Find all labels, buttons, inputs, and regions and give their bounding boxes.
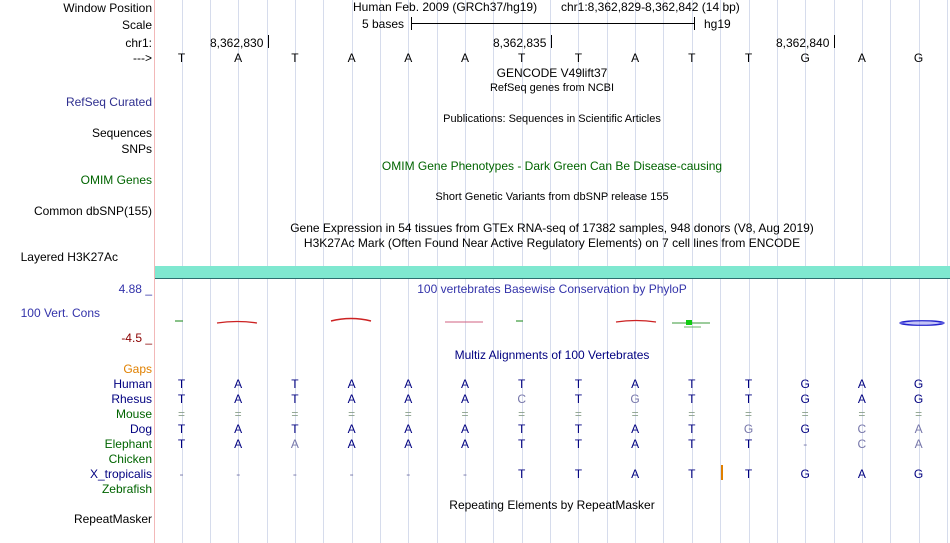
aligned-base: G xyxy=(913,392,924,406)
species-label-elephant[interactable]: Elephant xyxy=(104,437,152,451)
common-dbsnp-label[interactable]: Common dbSNP(155) xyxy=(33,204,152,218)
aligned-base: T xyxy=(744,377,753,391)
aligned-base: C xyxy=(857,437,867,451)
scale-db-text: hg19 xyxy=(704,17,731,31)
coord-label-1: 8,362,830 xyxy=(210,36,264,50)
aligned-base: T xyxy=(574,437,583,451)
aligned-base: T xyxy=(688,437,696,451)
reference-base: A xyxy=(347,51,356,65)
aligned-base: A xyxy=(347,392,356,406)
omim-track-title[interactable]: OMIM Gene Phenotypes - Dark Green Can Be Disease-causing xyxy=(381,159,723,173)
aligned-base: A xyxy=(914,437,923,451)
track-label-panel xyxy=(0,0,154,543)
aligned-base: = xyxy=(177,407,185,421)
aligned-base: A xyxy=(347,437,356,451)
multiz-track-title[interactable]: Multiz Alignments of 100 Vertebrates xyxy=(454,348,650,362)
aligned-base: A xyxy=(234,437,243,451)
reference-base: A xyxy=(460,51,469,65)
aligned-base: A xyxy=(857,377,866,391)
aligned-base: A xyxy=(347,422,356,436)
aligned-base: A xyxy=(914,422,923,436)
aligned-base: - xyxy=(292,467,297,481)
aligned-base: = xyxy=(291,407,299,421)
aligned-base: A xyxy=(631,437,640,451)
aligned-base: = xyxy=(348,407,356,421)
species-label-mouse[interactable]: Mouse xyxy=(115,407,152,421)
aligned-base: A xyxy=(234,392,243,406)
aligned-base: A xyxy=(460,437,469,451)
aligned-base: A xyxy=(460,422,469,436)
reference-base: T xyxy=(574,51,583,65)
species-label-human[interactable]: Human xyxy=(113,377,152,391)
aligned-base: C xyxy=(857,422,867,436)
aligned-base: G xyxy=(913,467,924,481)
aligned-base: G xyxy=(800,422,810,436)
aligned-base: A xyxy=(234,422,243,436)
strand-arrow-label[interactable]: ---> xyxy=(133,51,152,65)
aligned-base: - xyxy=(236,467,241,481)
aligned-base: C xyxy=(517,392,527,406)
reference-base: T xyxy=(518,51,526,65)
publications-track-title[interactable]: Publications: Sequences in Scientific Articles xyxy=(443,113,661,125)
aligned-base: T xyxy=(688,467,696,481)
coord-label-3: 8,362,840 xyxy=(776,36,830,50)
scale-bar xyxy=(411,23,695,24)
aligned-base: T xyxy=(177,377,186,391)
gencode-track-title[interactable]: GENCODE V49lift37 xyxy=(496,66,608,80)
aligned-base: = xyxy=(631,407,639,421)
dbsnp-track-title[interactable]: Short Genetic Variants from dbSNP release 155 xyxy=(435,191,669,203)
aligned-base: A xyxy=(857,467,866,481)
species-label-rhesus[interactable]: Rhesus xyxy=(111,392,152,406)
aligned-base: = xyxy=(801,407,809,421)
refseq-curated-label[interactable]: RefSeq Curated xyxy=(65,95,152,109)
aligned-base: T xyxy=(744,467,753,481)
coord-tick-2 xyxy=(551,35,552,48)
sequences-label[interactable]: Sequences xyxy=(91,126,152,140)
assembly-title: Human Feb. 2009 (GRCh37/hg19) xyxy=(353,0,538,14)
aligned-base: - xyxy=(406,467,411,481)
aligned-base: T xyxy=(574,392,583,406)
aligned-base: A xyxy=(631,467,640,481)
aligned-base: = xyxy=(574,407,582,421)
aligned-base: = xyxy=(234,407,242,421)
aligned-base: A xyxy=(404,392,413,406)
gtex-track-title[interactable]: Gene Expression in 54 tissues from GTEx RNA-seq of 17382 samples, 948 donors (V8, Aug 2019) xyxy=(290,221,814,235)
cons-min-label: -4.5 _ xyxy=(121,331,152,345)
aligned-base: A xyxy=(460,392,469,406)
aligned-base: T xyxy=(574,422,583,436)
reference-base: T xyxy=(688,51,696,65)
aligned-base: G xyxy=(743,422,754,436)
aligned-base: T xyxy=(574,377,583,391)
aligned-base: T xyxy=(177,422,186,436)
aligned-base: T xyxy=(688,377,696,391)
aligned-base: T xyxy=(744,392,753,406)
aligned-base: A xyxy=(347,377,356,391)
species-label-zebrafish[interactable]: Zebrafish xyxy=(101,482,152,496)
repeatmasker-label[interactable]: RepeatMasker xyxy=(73,512,152,526)
cons-max-label: 4.88 _ xyxy=(118,282,152,296)
aligned-base: = xyxy=(744,407,752,421)
aligned-base: A xyxy=(234,377,243,391)
h3k27ac-signal-bar[interactable] xyxy=(155,266,950,278)
scale-bar-left-cap xyxy=(411,17,412,30)
gaps-label[interactable]: Gaps xyxy=(123,362,152,376)
h3k27ac-baseline xyxy=(155,278,950,279)
reference-base: G xyxy=(913,51,924,65)
aligned-base: G xyxy=(800,392,810,406)
phylop-wiggle[interactable] xyxy=(155,310,950,332)
coord-tick-1 xyxy=(268,35,269,48)
aligned-base: - xyxy=(463,467,467,481)
aligned-base: = xyxy=(461,407,469,421)
aligned-base: T xyxy=(518,467,526,481)
phylop-track-title[interactable]: 100 vertebrates Basewise Conservation by PhyloP xyxy=(417,282,687,296)
aligned-base: T xyxy=(291,377,299,391)
reference-base: T xyxy=(177,51,186,65)
position-readout: chr1:8,362,829-8,362,842 (14 bp) xyxy=(561,0,740,14)
aligned-base: T xyxy=(177,392,186,406)
repeatmasker-track-title[interactable]: Repeating Elements by RepeatMasker xyxy=(449,498,655,512)
scale-bases-text: 5 bases xyxy=(362,17,405,31)
aligned-base: T xyxy=(574,467,583,481)
aligned-base: A xyxy=(460,377,469,391)
omim-genes-label[interactable]: OMIM Genes xyxy=(80,173,152,187)
chr-label: chr1: xyxy=(125,36,152,50)
reference-base: T xyxy=(744,51,753,65)
aligned-base: T xyxy=(688,392,696,406)
aligned-base: G xyxy=(913,377,924,391)
coord-tick-3 xyxy=(834,35,835,48)
aligned-base: A xyxy=(404,437,413,451)
aligned-base: = xyxy=(688,407,696,421)
reference-base: A xyxy=(857,51,866,65)
aligned-base: T xyxy=(291,392,299,406)
aligned-base: G xyxy=(800,467,810,481)
aligned-base: G xyxy=(800,377,810,391)
aligned-base: T xyxy=(518,377,526,391)
aligned-base: A xyxy=(404,377,413,391)
vert-cons-label[interactable]: 100 Vert. Cons xyxy=(20,306,100,320)
alignment-gap-marker xyxy=(721,465,723,480)
aligned-base: T xyxy=(518,422,526,436)
aligned-base: - xyxy=(803,437,808,451)
aligned-base: T xyxy=(744,437,753,451)
reference-base: A xyxy=(404,51,413,65)
refseq-track-title[interactable]: RefSeq genes from NCBI xyxy=(489,82,615,94)
aligned-base: - xyxy=(179,467,184,481)
species-label-chicken[interactable]: Chicken xyxy=(108,452,152,466)
aligned-base: A xyxy=(631,422,640,436)
aligned-base: - xyxy=(349,467,354,481)
aligned-base: A xyxy=(290,437,299,451)
aligned-base: = xyxy=(518,407,526,421)
window-position-label: Window Position xyxy=(63,1,152,15)
aligned-base: T xyxy=(177,437,186,451)
reference-base: T xyxy=(291,51,299,65)
aligned-base: T xyxy=(291,422,299,436)
aligned-base: = xyxy=(404,407,412,421)
scale-label: Scale xyxy=(121,18,152,32)
aligned-base: T xyxy=(688,422,696,436)
aligned-base: = xyxy=(915,407,923,421)
reference-base: G xyxy=(800,51,810,65)
snps-label[interactable]: SNPs xyxy=(121,142,152,156)
h3k27ac-track-title[interactable]: H3K27Ac Mark (Often Found Near Active Regulatory Elements) on 7 cell lines from ENCODE xyxy=(303,236,801,250)
layered-h3k27ac-label[interactable]: Layered H3K27Ac xyxy=(20,250,118,264)
aligned-base: A xyxy=(857,392,866,406)
aligned-base: = xyxy=(858,407,866,421)
aligned-base: A xyxy=(631,377,640,391)
reference-base: A xyxy=(631,51,640,65)
track-display-area[interactable] xyxy=(155,0,950,543)
aligned-base: T xyxy=(518,437,526,451)
scale-bar-right-cap xyxy=(694,17,695,30)
coord-label-2: 8,362,835 xyxy=(493,36,547,50)
aligned-base: G xyxy=(630,392,640,406)
reference-base: A xyxy=(234,51,243,65)
species-label-x_tropicalis[interactable]: X_tropicalis xyxy=(89,467,152,481)
aligned-base: A xyxy=(404,422,413,436)
species-label-dog[interactable]: Dog xyxy=(129,422,152,436)
